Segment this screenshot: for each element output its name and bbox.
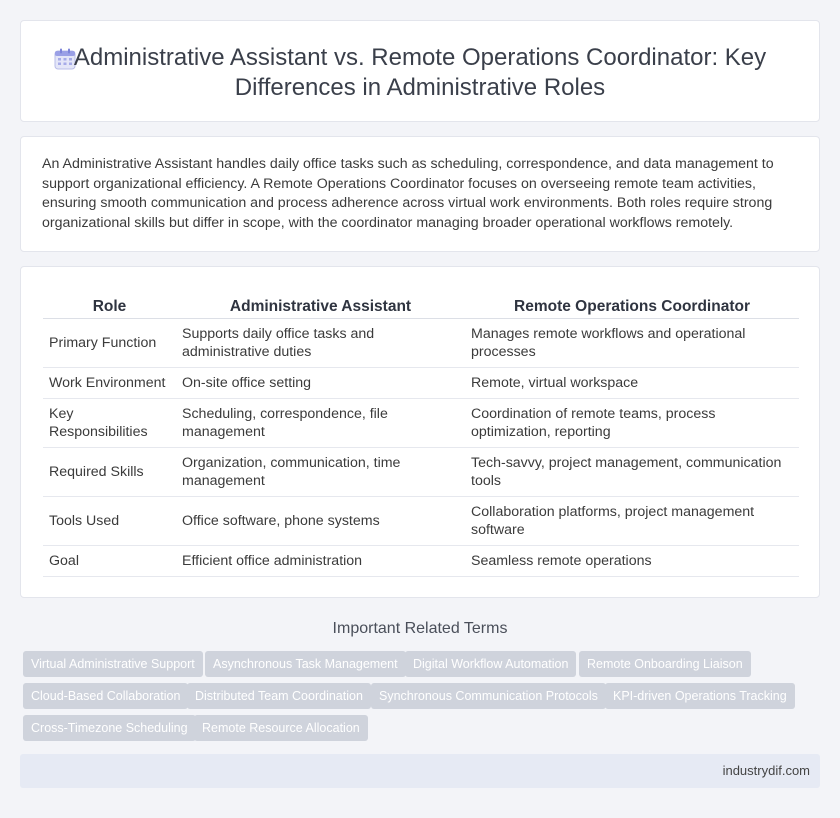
table-row [43,448,799,497]
row-label: Work Environment [43,368,176,399]
related-terms-title: Important Related Terms [332,620,508,637]
table-row [43,319,799,368]
related-term-tag[interactable]: Distributed Team Coordination [187,683,371,709]
administrative-assistant-cell: On-site office setting [176,368,465,399]
remote-coordinator-cell: Coordination of remote teams, process optimization, reporting [465,399,799,448]
administrative-assistant-cell: Organization, communication, time management [176,448,465,497]
page-title: Administrative Assistant vs. Remote Operations Coordinator: Key Differences in Administrative Roles [73,44,767,101]
related-term-tag[interactable]: Remote Onboarding Liaison [579,651,751,677]
intro-paragraph: An Administrative Assistant handles daily office tasks such as scheduling, correspondence, and data management to support organizational efficiency. A Remote Operations Coordinator focuses on overseeing remote team activities, ensuring smooth communication and process adherence across virtual work environments. Both roles require strong organizational skills but differ in scope, with the coordinator managing broader operational workflows remotely. [42,156,774,231]
remote-coordinator-cell: Collaboration platforms, project management software [465,497,799,546]
row-label: Tools Used [43,497,176,546]
related-term-tag[interactable]: Cloud-Based Collaboration [23,683,188,709]
footer [20,754,820,788]
related-term-tag[interactable]: Synchronous Communication Protocols [371,683,606,709]
row-label: Key Responsibilities [43,399,176,448]
title-card [20,20,820,122]
table-row [43,399,799,448]
remote-coordinator-cell: Manages remote workflows and operational processes [465,319,799,368]
administrative-assistant-cell: Office software, phone systems [176,497,465,546]
related-term-tag[interactable]: Digital Workflow Automation [405,651,576,677]
header-administrative-assistant: Administrative Assistant [176,293,465,319]
administrative-assistant-cell: Efficient office administration [176,546,465,577]
row-label: Goal [43,546,176,577]
row-label: Primary Function [43,319,176,368]
remote-coordinator-cell: Tech-savvy, project management, communication tools [465,448,799,497]
footer-site-link[interactable]: industrydif.com [722,763,810,778]
comparison-table [43,293,799,577]
related-term-tag[interactable]: Virtual Administrative Support [23,651,203,677]
related-term-tag[interactable]: Remote Resource Allocation [194,715,368,741]
related-term-tag[interactable]: Cross-Timezone Scheduling [23,715,196,741]
administrative-assistant-cell: Scheduling, correspondence, file management [176,399,465,448]
intro-card [20,136,820,252]
table-row [43,368,799,399]
comparison-card [20,266,820,598]
table-row [43,497,799,546]
related-term-tag[interactable]: KPI-driven Operations Tracking [605,683,795,709]
table-row [43,546,799,577]
row-label: Required Skills [43,448,176,497]
related-term-tag[interactable]: Asynchronous Task Management [205,651,406,677]
header-role: Role [43,293,176,319]
remote-coordinator-cell: Remote, virtual workspace [465,368,799,399]
header-remote-operations-coordinator: Remote Operations Coordinator [465,293,799,319]
remote-coordinator-cell: Seamless remote operations [465,546,799,577]
table-header-row [43,293,799,319]
administrative-assistant-cell: Supports daily office tasks and administrative duties [176,319,465,368]
